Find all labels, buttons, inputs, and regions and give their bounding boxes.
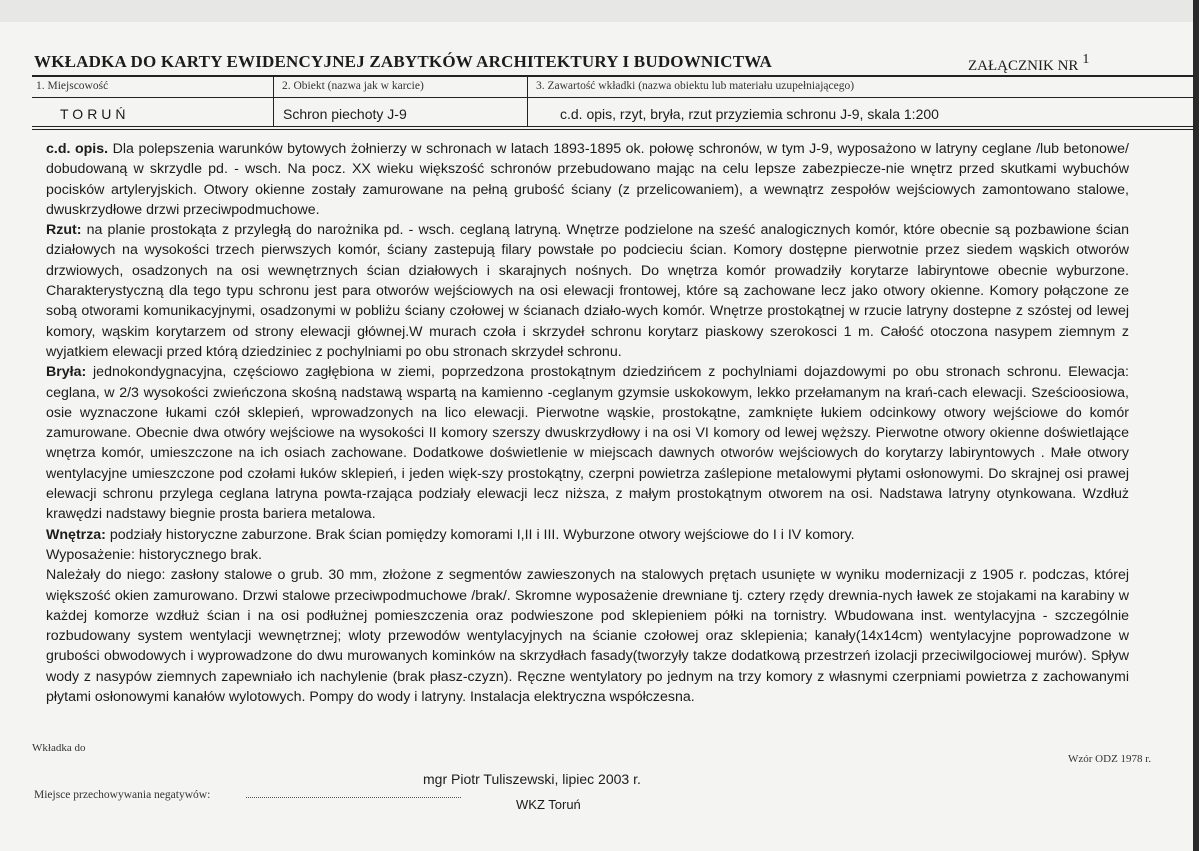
header-divider-1 — [273, 76, 274, 127]
paragraph-massing — [46, 362, 1129, 524]
text-description: Dla polepszenia warunków bytowych żołnierzy w schronach w latach 1893-1895 ok. połowę schronów, w tym J-9, wyposażono w latryny ceglane /lub betonowe/ dobudowaną w skrzydle pd. - wsch. Na pocz. XX wieku większość schronów przebudowano mając na celu lepsze zabezpiecze-nie wnętrz przed skutkami wybuchów pocisków artyleryjskich. Otwory okienne zostały zamurowane na pełną grubość ściany (z przelicowaniem), a wewnątrz zespołów wejściowych zamontowano stalowe, dwuskrzydłowe drzwi przeciwpodmuchowe. — [46, 141, 1129, 218]
author-line: mgr Piotr Tuliszewski, lipiec 2003 r. — [423, 771, 641, 787]
text-plan: na planie prostokąta z przyległą do narożnika pd. - wsch. ceglaną latryną. Wnętrze podzielone na sześć analogicznych komór, które obecnie są pozbawione ścian działowych na wysokości trzech pierwszych komór, ściany zastepują filary powstałe po podcieciu ścian. Komory dostępne pierwotnie przez siedem wąskich otworów drzwiowych, osadzonych na osi wewnętrznych ścian działowych i skarajnych nośnych. Do wnętrza komór prowadziły korytarze labiryntowe obecnie wyburzone. Charakterystyczną dla tego typu schronu jest para otworów wejściowych na osi elewacji frontowej, które są zachowane lecz jako otwory okienne. Komory połączone ze sobą otworami komunikacyjnymi, osadzonymi w pobliżu ściany czołowej w ścianach działo-wych komór. Wnętrze prostokątnej w rzucie latryny dostepne z szóstej od lewej komory, wąskim korytarzem od strony elewacji głównej.W murach czoła i skrzydeł schronu korytarz piaskowy szerokosci 1 m. Całość otoczona nasypem ziemnym z wyjatkiem elewacji przed którą dziedziniec z pochylniami po obu stronach skrzydeł schronu. — [46, 222, 1129, 360]
header-top-rule — [32, 75, 1195, 77]
text-massing: jednokondygnacyjna, częściowo zagłębiona w ziemi, poprzedzona prostokątnym dziedzińcem z pochylniami dojazdowymi po obu stronach schronu. Elewacja: ceglana, w 2/3 wysokości zwieńczona skośną nadstawą wspartą na kamienno -ceglanym gzymsie uskokowym, lekko przełamanym na krań-cach elewacji. Sześcioosiowa, osie wyznaczone łukami czół sklepień, wprowadzonych na lico elewacji. Pierwotne wąskie, prostokątne, zamknięte łukiem odcinkowy otwory wejściowe do komór zamurowane. Obecnie dwa otwóry wejściowe na wysokości II komory szerszy dwuskrzydłowy i na osi VI komory od lewej węższy. Pierwotne otwory okienne doświetlające wnętrza komór, umieszczone na ich osiach zachowane. Dodatkowe doświetlenie w miejscach dawnych otworów wejściowych do korytarzy labiryntowych . Małe otwory wentylacyjne umieszczone pod czołami łuków sklepień, i jeden więk-szy prostokątny, czerpni powietrza zaślepione metalowymi płytami osłonowymi. Do skrajnej osi prawej elewacji schronu przylega ceglana latryna powta-rzająca podziały elewacji lecz niższa, z małym prostokątnym otworem na osi. Nadstawa latryny otynkowana. Wzdłuż krawędzi nadstawy biegnie prosta bariera metalowa. — [46, 364, 1129, 523]
form-title: WKŁADKA DO KARTY EWIDENCYJNEJ ZABYTKÓW ARCHITEKTURY I BUDOWNICTWA — [34, 52, 773, 71]
header-mid-rule — [32, 97, 1195, 98]
text-equipment: Wyposażenie: historycznego brak. — [46, 546, 262, 563]
form-pattern-label: Wzór ODZ 1978 r. — [1068, 753, 1152, 765]
heading-massing: Bryła: — [46, 364, 87, 381]
heading-plan: Rzut: — [46, 222, 82, 239]
heading-description: c.d. opis. — [46, 141, 109, 157]
institution-label: WKZ Toruń — [516, 797, 581, 812]
paragraph-interiors — [46, 525, 1129, 545]
text-original-fittings: Należały do niego: zasłony stalowe o grub. 30 mm, złożone z segmentów zawieszonych na stalowych prętach usunięte w wyniku modernizacji z 1905 r. podczas, której większość okien zamurowano. Drzwi stalowe przeciwpodmuchowe /brak/. Skromne wyposażenie drewniane tj. cztery rzędy drewnia-nych ławek ze stojakami na karabiny w każdej komorze wzdłuż ścian i na osi podłużnej pomieszczenia oraz podwieszone pod sklepieniem półki na tornistry. Wbudowana inst. wentylacyjna - szczególnie rozbudowany system wentylacji wewnętrznej; wloty przewodów wentylacyjnych na ścianie czołowej oraz sklepienia; kanały(14x14cm) wentylacyjne poprowadzone w grubości obwodowych i wyprowadzone do dwu murowanych kominków na skrzydłach fasady(tworzyły takze dodatkową przestrzeń izolacji przeciwilgociowej murów). Spływ wody z nasypów ziemnych zapewniało ich nachylenie (brak płasz-czyzn). Ręczne wentylatory po jednym na trzy komory z własnymi czerpniami powietrza z zachowanymi płytami osłonowymi kanałów wylotowych. Pompy do wody i latryny. Instalacja elektryczna współczesna. — [46, 567, 1129, 706]
field-locality-label: 1. Miejscowość — [36, 80, 109, 92]
footer-insert-label: Wkładka do — [32, 742, 86, 754]
header-bottom-rule-1 — [32, 126, 1195, 127]
paragraph-original-fittings — [46, 565, 1129, 707]
paragraph-plan — [46, 220, 1129, 362]
negatives-location-label: Miejsce przechowywania negatywów: — [34, 789, 211, 801]
negatives-location-field — [246, 797, 461, 798]
paragraph-equipment — [46, 545, 1129, 565]
paragraph-description — [46, 139, 1129, 220]
field-contents-label: 3. Zawartość wkładki (nazwa obiektu lub materiału uzupełniającego) — [536, 80, 855, 92]
description-body — [46, 139, 1129, 707]
field-contents-value: c.d. opis, rzyt, bryła, rzut przyziemia schronu J-9, skala 1:200 — [560, 106, 939, 122]
text-interiors: podziały historyczne zaburzone. Brak ścian pomiędzy komorami I,II i III. Wyburzone otwory wejściowe do I i IV komory. — [105, 526, 855, 543]
scan-top-edge — [0, 0, 1199, 22]
header-bottom-rule-2 — [32, 129, 1195, 130]
annex-label-text: ZAŁĄCZNIK NR — [968, 58, 1079, 74]
annex-label — [968, 52, 1089, 75]
heading-interiors: Wnętrza: — [46, 526, 106, 543]
annex-number: 1 — [1082, 52, 1090, 67]
field-object-value: Schron piechoty J-9 — [283, 106, 407, 122]
scan-right-edge — [1193, 0, 1199, 851]
header-divider-2 — [527, 76, 528, 127]
field-locality-value: TORUŃ — [60, 106, 130, 122]
field-object-label: 2. Obiekt (nazwa jak w karcie) — [282, 80, 424, 92]
